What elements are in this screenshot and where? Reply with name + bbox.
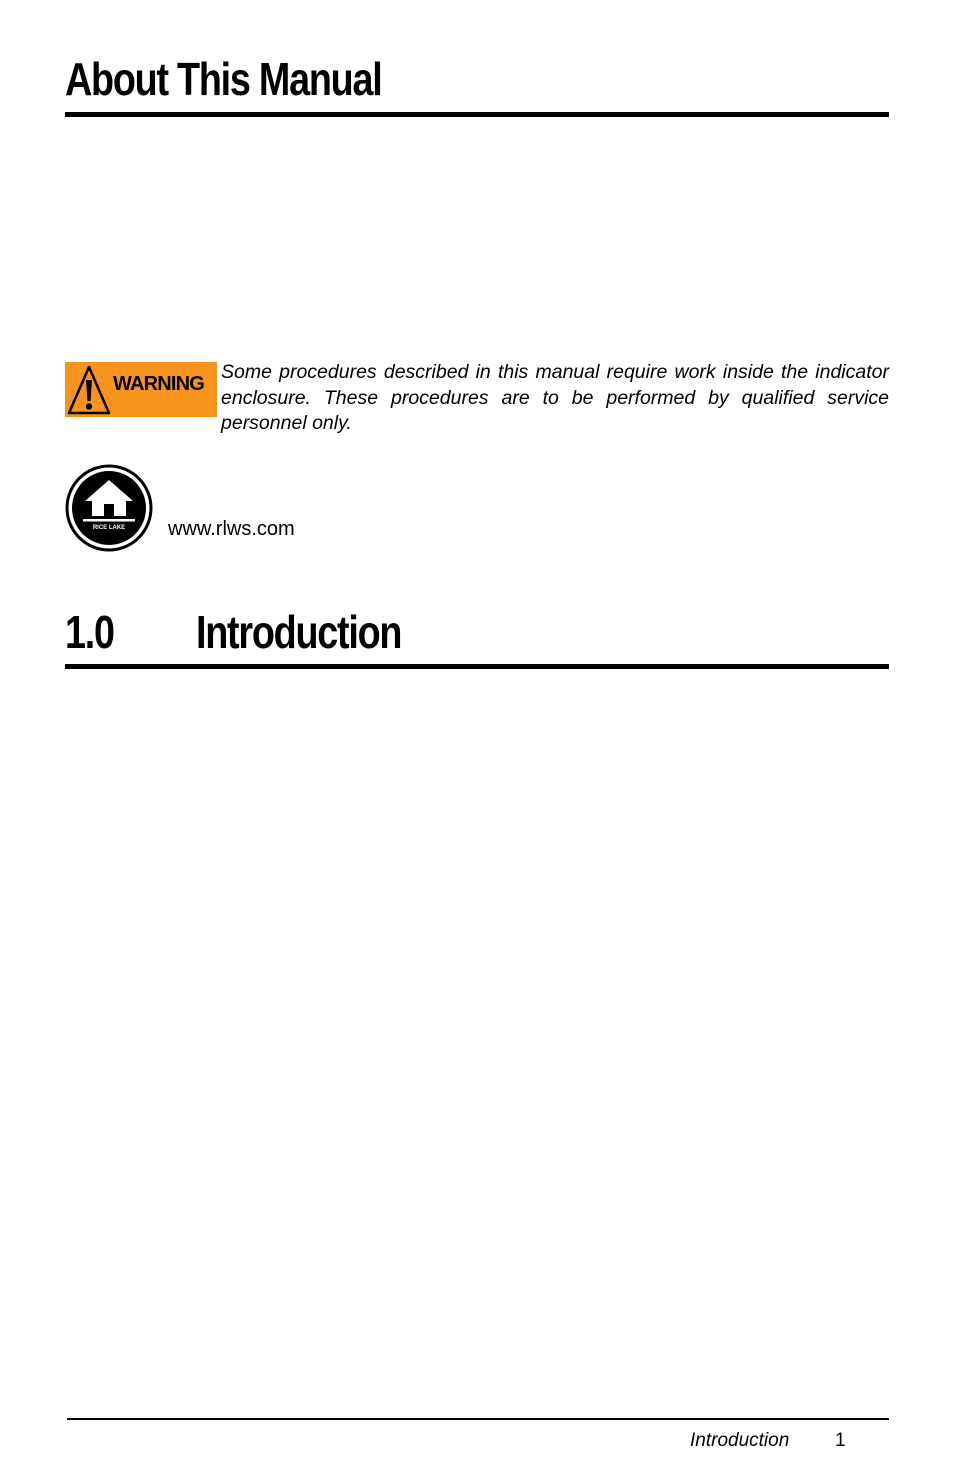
footer-page-number: 1	[835, 1430, 846, 1451]
section-number: 1.0	[65, 606, 114, 658]
footer-rule	[67, 1418, 889, 1420]
rice-lake-logo	[65, 464, 153, 552]
website-link[interactable]: www.rlws.com	[168, 518, 295, 540]
exclamation-triangle-icon	[67, 364, 111, 415]
section-title-introduction: Introduction	[196, 606, 402, 658]
warning-label: WARNING	[113, 373, 205, 395]
warning-text: Some procedures described in this manual require work inside the indicator enclosure. These procedures are to be performed by qualified service personnel only.	[221, 361, 889, 434]
heading-rule	[65, 664, 889, 669]
warning-badge	[65, 362, 217, 417]
page-title-about: About This Manual	[65, 53, 382, 105]
logo-text: RICE LAKE	[92, 525, 126, 531]
footer-section-name: Introduction	[690, 1430, 790, 1451]
heading-rule	[65, 112, 889, 117]
